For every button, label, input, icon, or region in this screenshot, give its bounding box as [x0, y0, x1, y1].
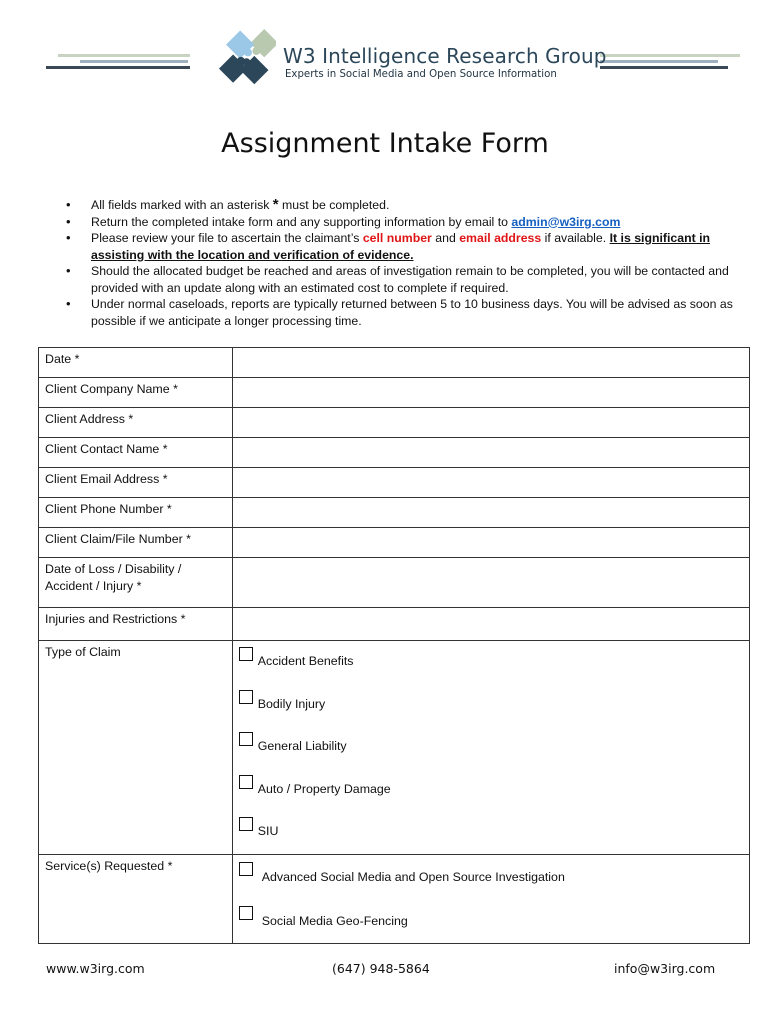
- claim-option[interactable]: Auto / Property Damage: [239, 769, 743, 812]
- claim-option[interactable]: Bodily Injury: [239, 684, 743, 727]
- client-email-label: Client Email Address *: [39, 468, 233, 498]
- client-contact-label: Client Contact Name *: [39, 438, 233, 468]
- checkbox-icon[interactable]: [239, 732, 253, 746]
- services-options: [232, 854, 749, 943]
- date-of-loss-field[interactable]: [232, 558, 749, 608]
- admin-email-link[interactable]: admin@w3irg.com: [511, 214, 621, 229]
- client-address-label: Client Address *: [39, 408, 233, 438]
- instruction-item: • Return the completed intake form and any supporting information by email to admin@w3irg.com: [66, 214, 736, 231]
- client-phone-field[interactable]: [232, 498, 749, 528]
- instruction-item: • Under normal caseloads, reports are typically returned between 5 to 10 business days. You will be advised as soon as possible if we anticipate a longer processing time.: [66, 296, 736, 329]
- page-title: Assignment Intake Form: [221, 128, 549, 159]
- date-label: Date *: [39, 348, 233, 378]
- type-of-claim-options: [232, 641, 749, 855]
- puzzle-logo-icon: [210, 20, 276, 106]
- footer-email[interactable]: info@w3irg.com: [614, 961, 716, 976]
- checkbox-icon[interactable]: [239, 775, 253, 789]
- client-claim-field[interactable]: [232, 528, 749, 558]
- instruction-item: • All fields marked with an asterisk * must be completed.: [66, 197, 736, 214]
- client-company-label: Client Company Name *: [39, 378, 233, 408]
- claim-option[interactable]: General Liability: [239, 726, 743, 769]
- client-email-field[interactable]: [232, 468, 749, 498]
- injuries-field[interactable]: [232, 608, 749, 641]
- checkbox-icon[interactable]: [239, 647, 253, 661]
- instruction-item: • Should the allocated budget be reached and areas of investigation remain to be completed, you will be contacted and provided with an update along with an estimated cost to complete if required.: [66, 263, 736, 296]
- client-contact-field[interactable]: [232, 438, 749, 468]
- checkbox-icon[interactable]: [239, 862, 253, 876]
- checkbox-icon[interactable]: [239, 817, 253, 831]
- date-field[interactable]: [232, 348, 749, 378]
- service-option[interactable]: Social Media Geo-Fencing: [239, 899, 743, 943]
- client-claim-label: Client Claim/File Number *: [39, 528, 233, 558]
- brand-name: W3 Intelligence Research Group: [283, 44, 607, 68]
- instruction-list: [66, 197, 736, 329]
- claim-option[interactable]: Accident Benefits: [239, 641, 743, 684]
- type-of-claim-label: Type of Claim: [39, 641, 233, 855]
- footer-phone: (647) 948-5864: [332, 961, 430, 976]
- footer-website[interactable]: www.w3irg.com: [46, 961, 145, 976]
- checkbox-icon[interactable]: [239, 690, 253, 704]
- injuries-label: Injuries and Restrictions *: [39, 608, 233, 641]
- brand-tagline: Experts in Social Media and Open Source Information: [285, 69, 557, 80]
- date-of-loss-label: Date of Loss / Disability / Accident / Injury *: [39, 558, 233, 608]
- checkbox-icon[interactable]: [239, 906, 253, 920]
- services-label: Service(s) Requested *: [39, 854, 233, 943]
- client-phone-label: Client Phone Number *: [39, 498, 233, 528]
- instruction-item: • Please review your file to ascertain the claimant’s cell number and email address if available. It is significant in assisting with the location and verification of evidence.: [66, 230, 736, 263]
- client-company-field[interactable]: [232, 378, 749, 408]
- client-address-field[interactable]: [232, 408, 749, 438]
- service-option[interactable]: Advanced Social Media and Open Source Investigation: [239, 855, 743, 899]
- claim-option[interactable]: SIU: [239, 811, 743, 854]
- intake-form-table: [38, 347, 750, 944]
